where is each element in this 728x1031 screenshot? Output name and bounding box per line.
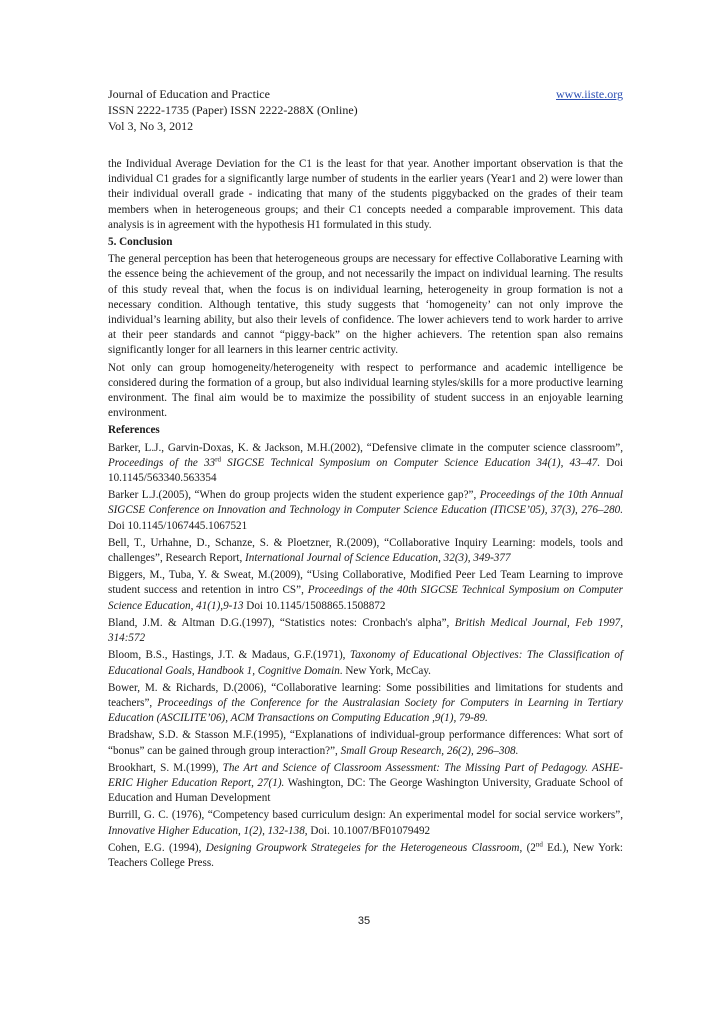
- ref-source: Proceedings of the 40th SIGCSE Technical Symposium on Computer Science Education, 41(1),9-13: [108, 584, 623, 612]
- article-body: [108, 157, 623, 871]
- document-page: [108, 86, 623, 873]
- reference-item: [108, 536, 623, 566]
- intro-paragraph: the Individual Average Deviation for the C1 is the least for that year. Another important observation is that the individual C1 grades for a significantly large number of students in the earlier years (Year1 and 2) were lower than their individual overall grade - indicating that many of the students piggybacked on the grades of their team members when in heterogeneous groups; and their C1 concepts needed a comparable improvement. This data analysis is in agreement with the hypothesis H1 formulated in this study.: [108, 158, 623, 231]
- reference-item: [108, 488, 623, 534]
- ref-text: Barker, L.J., Garvin-Doxas, K. & Jackson, M.H.(2002), “Defensive climate in the computer science classroom”,: [108, 441, 623, 454]
- ref-source: Proceedings of the 33: [108, 456, 216, 469]
- ref-source: Innovative Higher Education, 1(2), 132-138: [108, 824, 305, 837]
- ref-source: Small Group Research, 26(2), 296–308.: [340, 744, 519, 757]
- ref-source: Taxonomy of Educational Objectives: The Classification of Educational Goals, Handbook 1, Cognitive Domain: [108, 649, 623, 677]
- references-heading: References: [108, 424, 160, 437]
- ref-superscript: nd: [535, 840, 543, 849]
- ref-doi: Doi 10.1145/1067445.1067521: [108, 519, 248, 532]
- conclusion-paragraph-1: The general perception has been that heterogeneous groups are necessary for effective Collaborative Learning with the essence being the achievement of the group, and not necessarily the impact on individual learning. The results of this study reveal that, when the focus is on individual learning, heterogeneity in group formation is not a necessary condition. Although tentative, this study suggests that ‘homogeneity’ can not only improve the individual’s learning ability, but also their levels of confidence. The lower achievers tend to work harder to arrive at their peer standards and cannot “piggy-back” on the higher achievers. The retention span also remains significantly longer for all learners in this learner centric activity.: [108, 253, 623, 357]
- ref-superscript: rd: [215, 455, 221, 464]
- journal-title: Journal of Education and Practice: [108, 87, 270, 101]
- ref-doi: Doi 10.1145/563340.563354: [108, 456, 624, 485]
- ref-source: International Journal of Science Education, 32(3), 349-377: [245, 552, 511, 565]
- ref-text: Bower, M. & Richards, D.(2006), “Collaborative learning: Some possibilities and limitations for students and teachers”,: [108, 681, 623, 709]
- issn-line: ISSN 2222-1735 (Paper) ISSN 2222-288X (Online): [108, 103, 358, 117]
- ref-text: Burrill, G. C. (1976), “Competency based curriculum design: An experimental model for social service workers”,: [108, 809, 623, 822]
- ref-source: British Medical Journal, Feb 1997, 314:572: [108, 616, 623, 645]
- ref-text: , (2: [519, 841, 536, 854]
- reference-item: [108, 841, 623, 871]
- ref-text: Bradshaw, S.D. & Stasson M.F.(1995), “Explanations of individual-group performance differences: What sort of “bonus” can be gained through group interaction?”,: [108, 729, 623, 757]
- ref-text: Bland, J.M. & Altman D.G.(1997), “Statistics notes: Cronbach's alpha”,: [108, 616, 455, 629]
- reference-item: [108, 681, 623, 727]
- journal-url-link[interactable]: www.iiste.org: [556, 87, 623, 101]
- ref-text: Cohen, E.G. (1994),: [108, 841, 206, 854]
- ref-doi: , Doi. 10.1007/BF01079492: [304, 824, 431, 837]
- reference-item: [108, 616, 623, 646]
- reference-item: [108, 728, 623, 758]
- ref-source: Proceedings of the 10th Annual SIGCSE Conference on Innovation and Technology in Computer Science Education (ITiCSE’05), 37(3), 276–280.: [108, 489, 624, 517]
- reference-item: [108, 808, 623, 838]
- journal-header: [108, 86, 623, 134]
- ref-text: Bell, T., Urhahne, D., Schanze, S. & Ploetzner, R.(2009), “Collaborative Inquiry Learning: models, tools and challenges”, Research Report,: [108, 536, 623, 565]
- ref-publisher: Ed.), New York: Teachers College Press.: [108, 841, 623, 869]
- reference-item: [108, 761, 623, 807]
- ref-text: Bloom, B.S., Hastings, J.T. & Madaus, G.F.(1971),: [108, 649, 350, 662]
- ref-publisher: . New York, McCay.: [339, 664, 431, 677]
- page-number: 35: [357, 915, 371, 927]
- conclusion-heading: 5. Conclusion: [108, 236, 173, 249]
- ref-text: Brookhart, S. M.(1999),: [108, 761, 223, 774]
- volume-line: Vol 3, No 3, 2012: [108, 119, 194, 133]
- reference-item: [108, 441, 623, 487]
- ref-source: SIGCSE Technical Symposium on Computer Science Education 34(1), 43–47.: [220, 456, 601, 469]
- conclusion-paragraph-2: Not only can group homogeneity/heterogeneity with respect to performance and academic intelligence be considered during the formation of a group, but also individual learning styles/skills for a more productive learning environment. The final aim would be to maximize the possibility of student success in an enjoyable learning environment.: [108, 361, 623, 420]
- ref-source: Proceedings of the Conference for the Australasian Society for Computers in Learning in Tertiary Education (ASCILITE’06), ACM Transactions on Computing Education ,9(1), 79-89.: [108, 696, 623, 725]
- ref-text: Biggers, M., Tuba, Y. & Sweat, M.(2009), “Using Collaborative, Modified Peer Led Team Learning to improve student success and retention in intro CS”,: [108, 569, 623, 597]
- reference-item: [108, 648, 623, 678]
- ref-publisher: Washington, DC: The George Washington University, Graduate School of Education and Human Development: [108, 776, 623, 805]
- ref-text: Barker L.J.(2005), “When do group projects widen the student experience gap?”,: [108, 489, 480, 502]
- reference-item: [108, 568, 623, 614]
- ref-source: Designing Groupwork Strategeies for the Heterogeneous Classroom: [205, 841, 520, 854]
- ref-source: The Art and Science of Classroom Assessment: The Missing Part of Pedagogy. ASHE-ERIC Higher Education Report, 27(1).: [108, 761, 623, 789]
- ref-doi: Doi 10.1145/1508865.1508872: [243, 599, 386, 612]
